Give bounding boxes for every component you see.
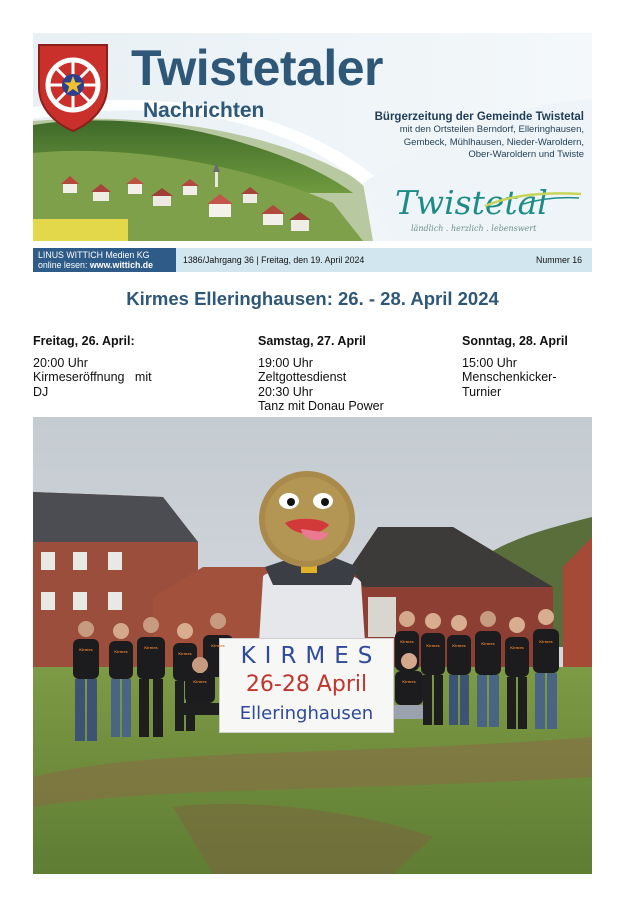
schedule-day-saturday bbox=[258, 334, 438, 414]
brand-logo: Twistetal bbox=[395, 183, 548, 222]
publisher-name: LINUS WITTICH Medien KG bbox=[38, 250, 150, 260]
issue-date: 1386/Jahrgang 36 | Freitag, den 19. April 2024 bbox=[183, 255, 365, 265]
online-read-line bbox=[38, 260, 171, 270]
kirmes-group-photo bbox=[33, 417, 592, 874]
schedule-line: DJ bbox=[33, 384, 49, 399]
shirt-print: Kirmes bbox=[79, 647, 93, 652]
brand-swoosh-icon bbox=[483, 188, 583, 210]
schedule-line: 20:00 Uhr bbox=[33, 355, 88, 370]
schedule-line: Tanz mit Donau Power bbox=[258, 399, 384, 413]
masthead bbox=[33, 33, 592, 241]
sign-title: KIRMES bbox=[240, 643, 382, 669]
issue-info-bar bbox=[33, 248, 592, 272]
shirt-print: Kirmes bbox=[426, 643, 440, 648]
masthead-title: Twistetaler bbox=[131, 40, 383, 96]
sign-location: Elleringhausen bbox=[239, 703, 374, 724]
publisher-box bbox=[33, 248, 176, 272]
masthead-subtitle: Nachrichten bbox=[143, 99, 265, 122]
publisher-url-link[interactable]: www.wittich.de bbox=[89, 260, 154, 270]
tagline-line: Ober-Waroldern und Twiste bbox=[468, 149, 584, 160]
schedule-day-title: Sonntag, 28. April bbox=[462, 334, 568, 348]
article-headline: Kirmes Elleringhausen: 26. - 28. April 2024 bbox=[126, 288, 499, 309]
issue-number: Nummer 16 bbox=[536, 255, 582, 265]
kirmes-sign bbox=[219, 638, 394, 733]
shirt-print: Kirmes bbox=[400, 639, 414, 644]
schedule-line: 15:00 Uhr bbox=[462, 355, 517, 370]
tagline-title: Bürgerzeitung der Gemeinde Twistetal bbox=[374, 111, 584, 123]
schedule-line: 19:00 Uhr bbox=[258, 355, 313, 370]
shirt-print: Kirmes bbox=[178, 651, 192, 656]
shirt-print: Kirmes bbox=[539, 639, 553, 644]
shirt-print: Kirmes bbox=[510, 645, 524, 650]
shirt-print: Kirmes bbox=[193, 679, 207, 684]
online-prefix: online lesen: bbox=[38, 260, 90, 270]
schedule-day-sunday bbox=[462, 334, 592, 399]
schedule-day-title: Samstag, 27. April bbox=[258, 334, 366, 348]
tagline-line: Gembeck, Mühlhausen, Nieder-Waroldern, bbox=[403, 136, 584, 148]
shirt-print: Kirmes bbox=[452, 643, 466, 648]
shirt-print: Kirmes bbox=[481, 641, 495, 646]
schedule-line: Turnier bbox=[462, 384, 502, 399]
shirt-print: Kirmes bbox=[144, 645, 158, 650]
schedule-line: Menschenkicker- bbox=[462, 370, 557, 384]
schedule-day-friday bbox=[33, 334, 193, 399]
shirt-print: Kirmes bbox=[211, 643, 225, 648]
schedule-line: 20:30 Uhr bbox=[258, 384, 313, 399]
shirt-print: Kirmes bbox=[114, 649, 128, 654]
schedule-line: Kirmeseröffnung mit bbox=[33, 370, 152, 384]
masthead-tagline bbox=[334, 111, 584, 161]
sign-dates: 26-28 April bbox=[245, 672, 368, 697]
schedule-line: Zeltgottesdienst bbox=[258, 370, 347, 384]
brand-slogan: ländlich . herzlich . lebenswert bbox=[411, 224, 537, 233]
tagline-line: mit den Ortsteilen Berndorf, Elleringhausen, bbox=[399, 124, 584, 135]
shirt-print: Kirmes bbox=[402, 679, 416, 684]
schedule-day-title: Freitag, 26. April: bbox=[33, 334, 135, 348]
coat-of-arms-icon bbox=[35, 41, 111, 133]
